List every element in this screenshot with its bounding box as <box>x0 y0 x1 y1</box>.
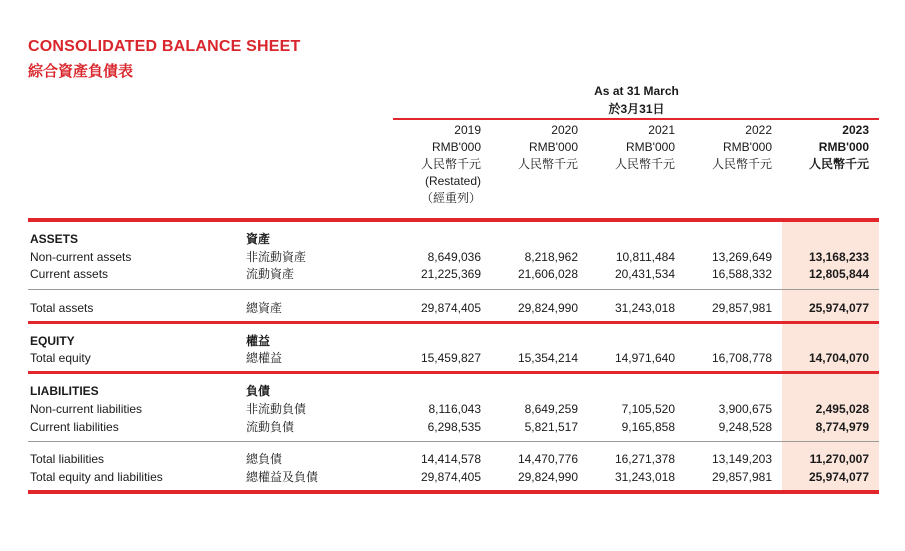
value-2023: 8,774,979 <box>815 420 869 434</box>
column-year: 2023 <box>842 123 869 137</box>
column-unit-zh: 人民幣千元 <box>808 157 869 171</box>
value-2019: 14,414,578 <box>420 452 481 466</box>
column-unit-en: RMB'000 <box>723 140 772 154</box>
row-label-en: Non-current liabilities <box>30 402 143 416</box>
column-unit-en: RMB'000 <box>818 140 869 154</box>
value-2019: 29,874,405 <box>420 301 481 315</box>
row-label-zh: 流動負債 <box>246 420 295 434</box>
value-2023: 11,270,007 <box>809 452 869 466</box>
row-divider <box>28 441 879 442</box>
column-header-2021 <box>583 122 675 173</box>
row-label-zh: 流動資產 <box>246 267 295 281</box>
column-note-en: (Restated) <box>424 174 481 188</box>
as-at-label-en: As at 31 March <box>594 84 679 98</box>
value-2019: 8,116,043 <box>428 402 481 416</box>
row-label-zh: 總資產 <box>246 301 283 315</box>
value-2019: 8,649,036 <box>427 250 481 264</box>
table-top-red-rule <box>28 218 879 222</box>
value-2022: 13,149,203 <box>711 452 772 466</box>
value-2023: 14,704,070 <box>808 351 869 365</box>
value-2023: 25,974,077 <box>808 301 869 315</box>
column-year: 2022 <box>745 123 772 137</box>
section-heading-zh: 權益 <box>246 334 271 348</box>
column-unit-zh: 人民幣千元 <box>420 157 481 171</box>
value-2021: 10,811,484 <box>615 250 675 264</box>
column-unit-en: RMB'000 <box>529 140 578 154</box>
value-2022: 29,857,981 <box>711 470 772 484</box>
value-2020: 15,354,214 <box>517 351 578 365</box>
column-unit-zh: 人民幣千元 <box>711 157 772 171</box>
value-2021: 31,243,018 <box>614 470 675 484</box>
row-label-zh: 總負債 <box>246 452 283 466</box>
column-header-2023 <box>777 122 869 173</box>
value-2022: 9,248,528 <box>718 420 772 434</box>
column-year: 2019 <box>454 123 481 137</box>
value-2022: 29,857,981 <box>711 301 772 315</box>
value-2023: 13,168,233 <box>808 250 869 264</box>
row-label-en: Total assets <box>30 301 94 315</box>
column-unit-zh: 人民幣千元 <box>517 157 578 171</box>
section-heading-en: LIABILITIES <box>30 384 99 398</box>
value-2021: 20,431,534 <box>614 267 675 281</box>
report-title-zh: 綜合資產負債表 <box>28 63 134 80</box>
column-note-zh: （經重列） <box>420 191 481 205</box>
section-heading-zh: 負債 <box>246 384 271 398</box>
value-2021: 31,243,018 <box>614 301 675 315</box>
table-bottom-red-rule <box>28 490 879 494</box>
row-label-zh: 總權益及負債 <box>246 470 319 484</box>
row-label-en: Current liabilities <box>30 420 119 434</box>
value-2019: 15,459,827 <box>420 351 481 365</box>
row-label-en: Current assets <box>30 267 109 281</box>
column-unit-en: RMB'000 <box>432 140 481 154</box>
value-2023: 12,805,844 <box>808 267 869 281</box>
column-header-2020 <box>486 122 578 173</box>
row-label-en: Non-current assets <box>30 250 132 264</box>
section-red-rule <box>28 321 879 324</box>
value-2022: 16,708,778 <box>711 351 772 365</box>
header-red-rule <box>393 118 879 120</box>
section-heading-zh: 資產 <box>246 232 271 246</box>
section-heading-en: EQUITY <box>30 334 75 348</box>
value-2023: 2,495,028 <box>815 402 869 416</box>
column-header-2019 <box>389 122 481 207</box>
value-2020: 8,649,259 <box>524 402 578 416</box>
section-red-rule <box>28 371 879 374</box>
row-divider <box>28 289 879 290</box>
as-at-label-zh: 於3月31日 <box>608 102 665 116</box>
value-2021: 16,271,378 <box>614 452 675 466</box>
value-2020: 8,218,962 <box>524 250 578 264</box>
value-2019: 29,874,405 <box>420 470 481 484</box>
row-label-en: Total equity and liabilities <box>30 470 163 484</box>
column-unit-zh: 人民幣千元 <box>614 157 675 171</box>
value-2020: 29,824,990 <box>517 470 578 484</box>
value-2023: 25,974,077 <box>808 470 869 484</box>
value-2021: 7,105,520 <box>621 402 675 416</box>
column-year: 2020 <box>551 123 578 137</box>
value-2020: 29,824,990 <box>517 301 578 315</box>
value-2021: 9,165,858 <box>621 420 675 434</box>
column-year: 2021 <box>648 123 675 137</box>
value-2020: 21,606,028 <box>517 267 578 281</box>
row-label-en: Total liabilities <box>30 452 105 466</box>
value-2021: 14,971,640 <box>614 351 675 365</box>
value-2019: 6,298,535 <box>427 420 481 434</box>
row-label-en: Total equity <box>30 351 91 365</box>
value-2022: 13,269,649 <box>711 250 772 264</box>
section-heading-en: ASSETS <box>30 232 79 246</box>
value-2020: 5,821,517 <box>524 420 578 434</box>
report-title-en: CONSOLIDATED BALANCE SHEET <box>28 38 301 55</box>
value-2020: 14,470,776 <box>517 452 578 466</box>
column-unit-en: RMB'000 <box>626 140 675 154</box>
row-label-zh: 總權益 <box>246 351 283 365</box>
row-label-zh: 非流動負債 <box>246 402 307 416</box>
column-header-2022 <box>680 122 772 173</box>
value-2022: 3,900,675 <box>718 402 772 416</box>
row-label-zh: 非流動資產 <box>246 250 307 264</box>
value-2022: 16,588,332 <box>711 267 772 281</box>
value-2019: 21,225,369 <box>420 267 481 281</box>
